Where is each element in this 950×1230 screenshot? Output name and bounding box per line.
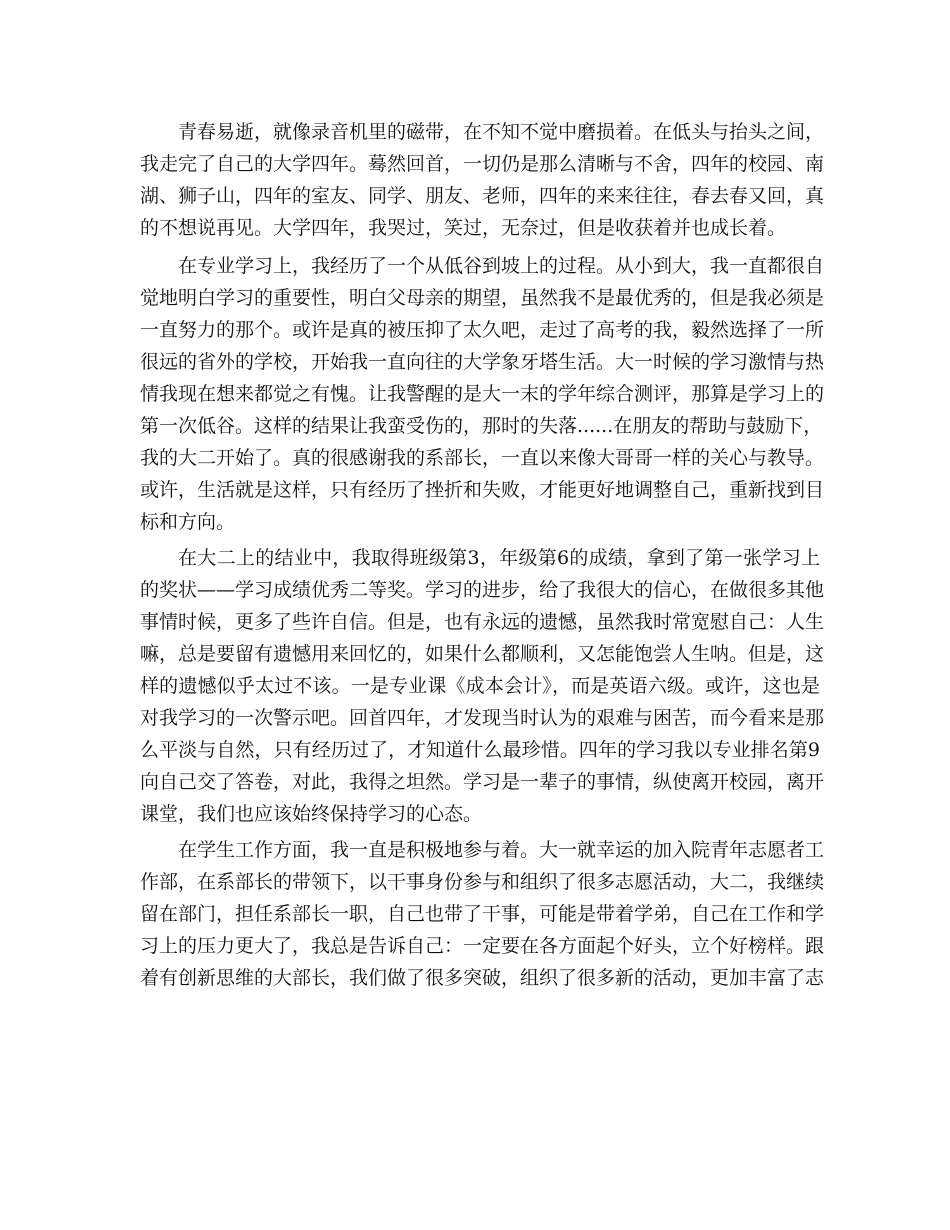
paragraph-line: 的不想说再见。大学四年，我哭过，笑过，无奈过，但是收获着并也成长着。 [140,217,787,239]
paragraph-line: 在专业学习上，我经历了一个从低谷到坡上的过程。从小到大，我一直都很自 [178,255,825,277]
paragraph-line: 我走完了自己的大学四年。蓦然回首，一切仍是那么清晰与不舍，四年的校园、南 [140,153,825,175]
paragraph-line: 湖、狮子山，四年的室友、同学、朋友、老师，四年的来来往往，春去春又回，真 [140,185,825,207]
document-body [140,116,825,994]
paragraph-line: 情我现在想来都觉之有愧。让我警醒的是大一末的学年综合测评，那算是学习上的 [140,383,825,405]
paragraph-line: 很远的省外的学校，开始我一直向往的大学象牙塔生活。大一时候的学习激情与热 [140,351,825,373]
paragraph-line: 的奖状——学习成绩优秀二等奖。学习的进步，给了我很大的信心，在做很多其他 [140,579,825,601]
paragraph-line: 在大二上的结业中，我取得班级第3，年级第6的成绩，拿到了第一张学习上 [178,547,820,569]
paragraph-line: 第一次低谷。这样的结果让我蛮受伤的，那时的失落......在朋友的帮助与鼓励下， [140,415,823,437]
paragraph-line: 向自己交了答卷，对此，我得之坦然。学习是一辈子的事情，纵使离开校园，离开 [140,771,825,793]
paragraph-line: 着有创新思维的大部长，我们做了很多突破，组织了很多新的活动，更加丰富了志 [140,967,825,989]
paragraph-line: 留在部门，担任系部长一职，自己也带了干事，可能是带着学弟，自己在工作和学 [140,903,825,925]
paragraph-line: 作部，在系部长的带领下，以干事身份参与和组织了很多志愿活动，大二，我继续 [140,871,825,893]
paragraph-line: 我的大二开始了。真的很感谢我的系部长，一直以来像大哥哥一样的关心与教导。 [140,447,825,469]
paragraph-line: 青春易逝，就像录音机里的磁带，在不知不觉中磨损着。在低头与抬头之间， [178,121,825,143]
paragraph [140,542,825,830]
paragraph-line: 觉地明白学习的重要性，明白父母亲的期望，虽然我不是最优秀的，但是我必须是 [140,287,825,309]
paragraph-line: 嘛，总是要留有遗憾用来回忆的，如果什么都顺利，又怎能饱尝人生呐。但是，这 [140,643,825,665]
paragraph-line: 标和方向。 [140,511,236,533]
paragraph [140,250,825,538]
paragraph-line: 对我学习的一次警示吧。回首四年，才发现当时认为的艰难与困苦，而今看来是那 [140,707,825,729]
paragraph-line: 一直努力的那个。或许是真的被压抑了太久吧，走过了高考的我，毅然选择了一所 [140,319,825,341]
paragraph-line: 课堂，我们也应该始终保持学习的心态。 [140,803,483,825]
paragraph-line: 事情时候，更多了些许自信。但是，也有永远的遗憾，虽然我时常宽慰自己：人生 [140,611,825,633]
paragraph-line: 样的遗憾似乎太过不该。一是专业课《成本会计》，而是英语六级。或许，这也是 [140,675,820,697]
paragraph [140,116,825,244]
paragraph-line: 在学生工作方面，我一直是积极地参与着。大一就幸运的加入院青年志愿者工 [178,839,825,861]
document-page [140,116,825,994]
paragraph [140,834,825,994]
paragraph-line: 习上的压力更大了，我总是告诉自己：一定要在各方面起个好头，立个好榜样。跟 [140,935,825,957]
paragraph-line: 或许，生活就是这样，只有经历了挫折和失败，才能更好地调整自己，重新找到目 [140,479,825,501]
paragraph-line: 么平淡与自然，只有经历过了，才知道什么最珍惜。四年的学习我以专业排名第9 [140,739,820,761]
